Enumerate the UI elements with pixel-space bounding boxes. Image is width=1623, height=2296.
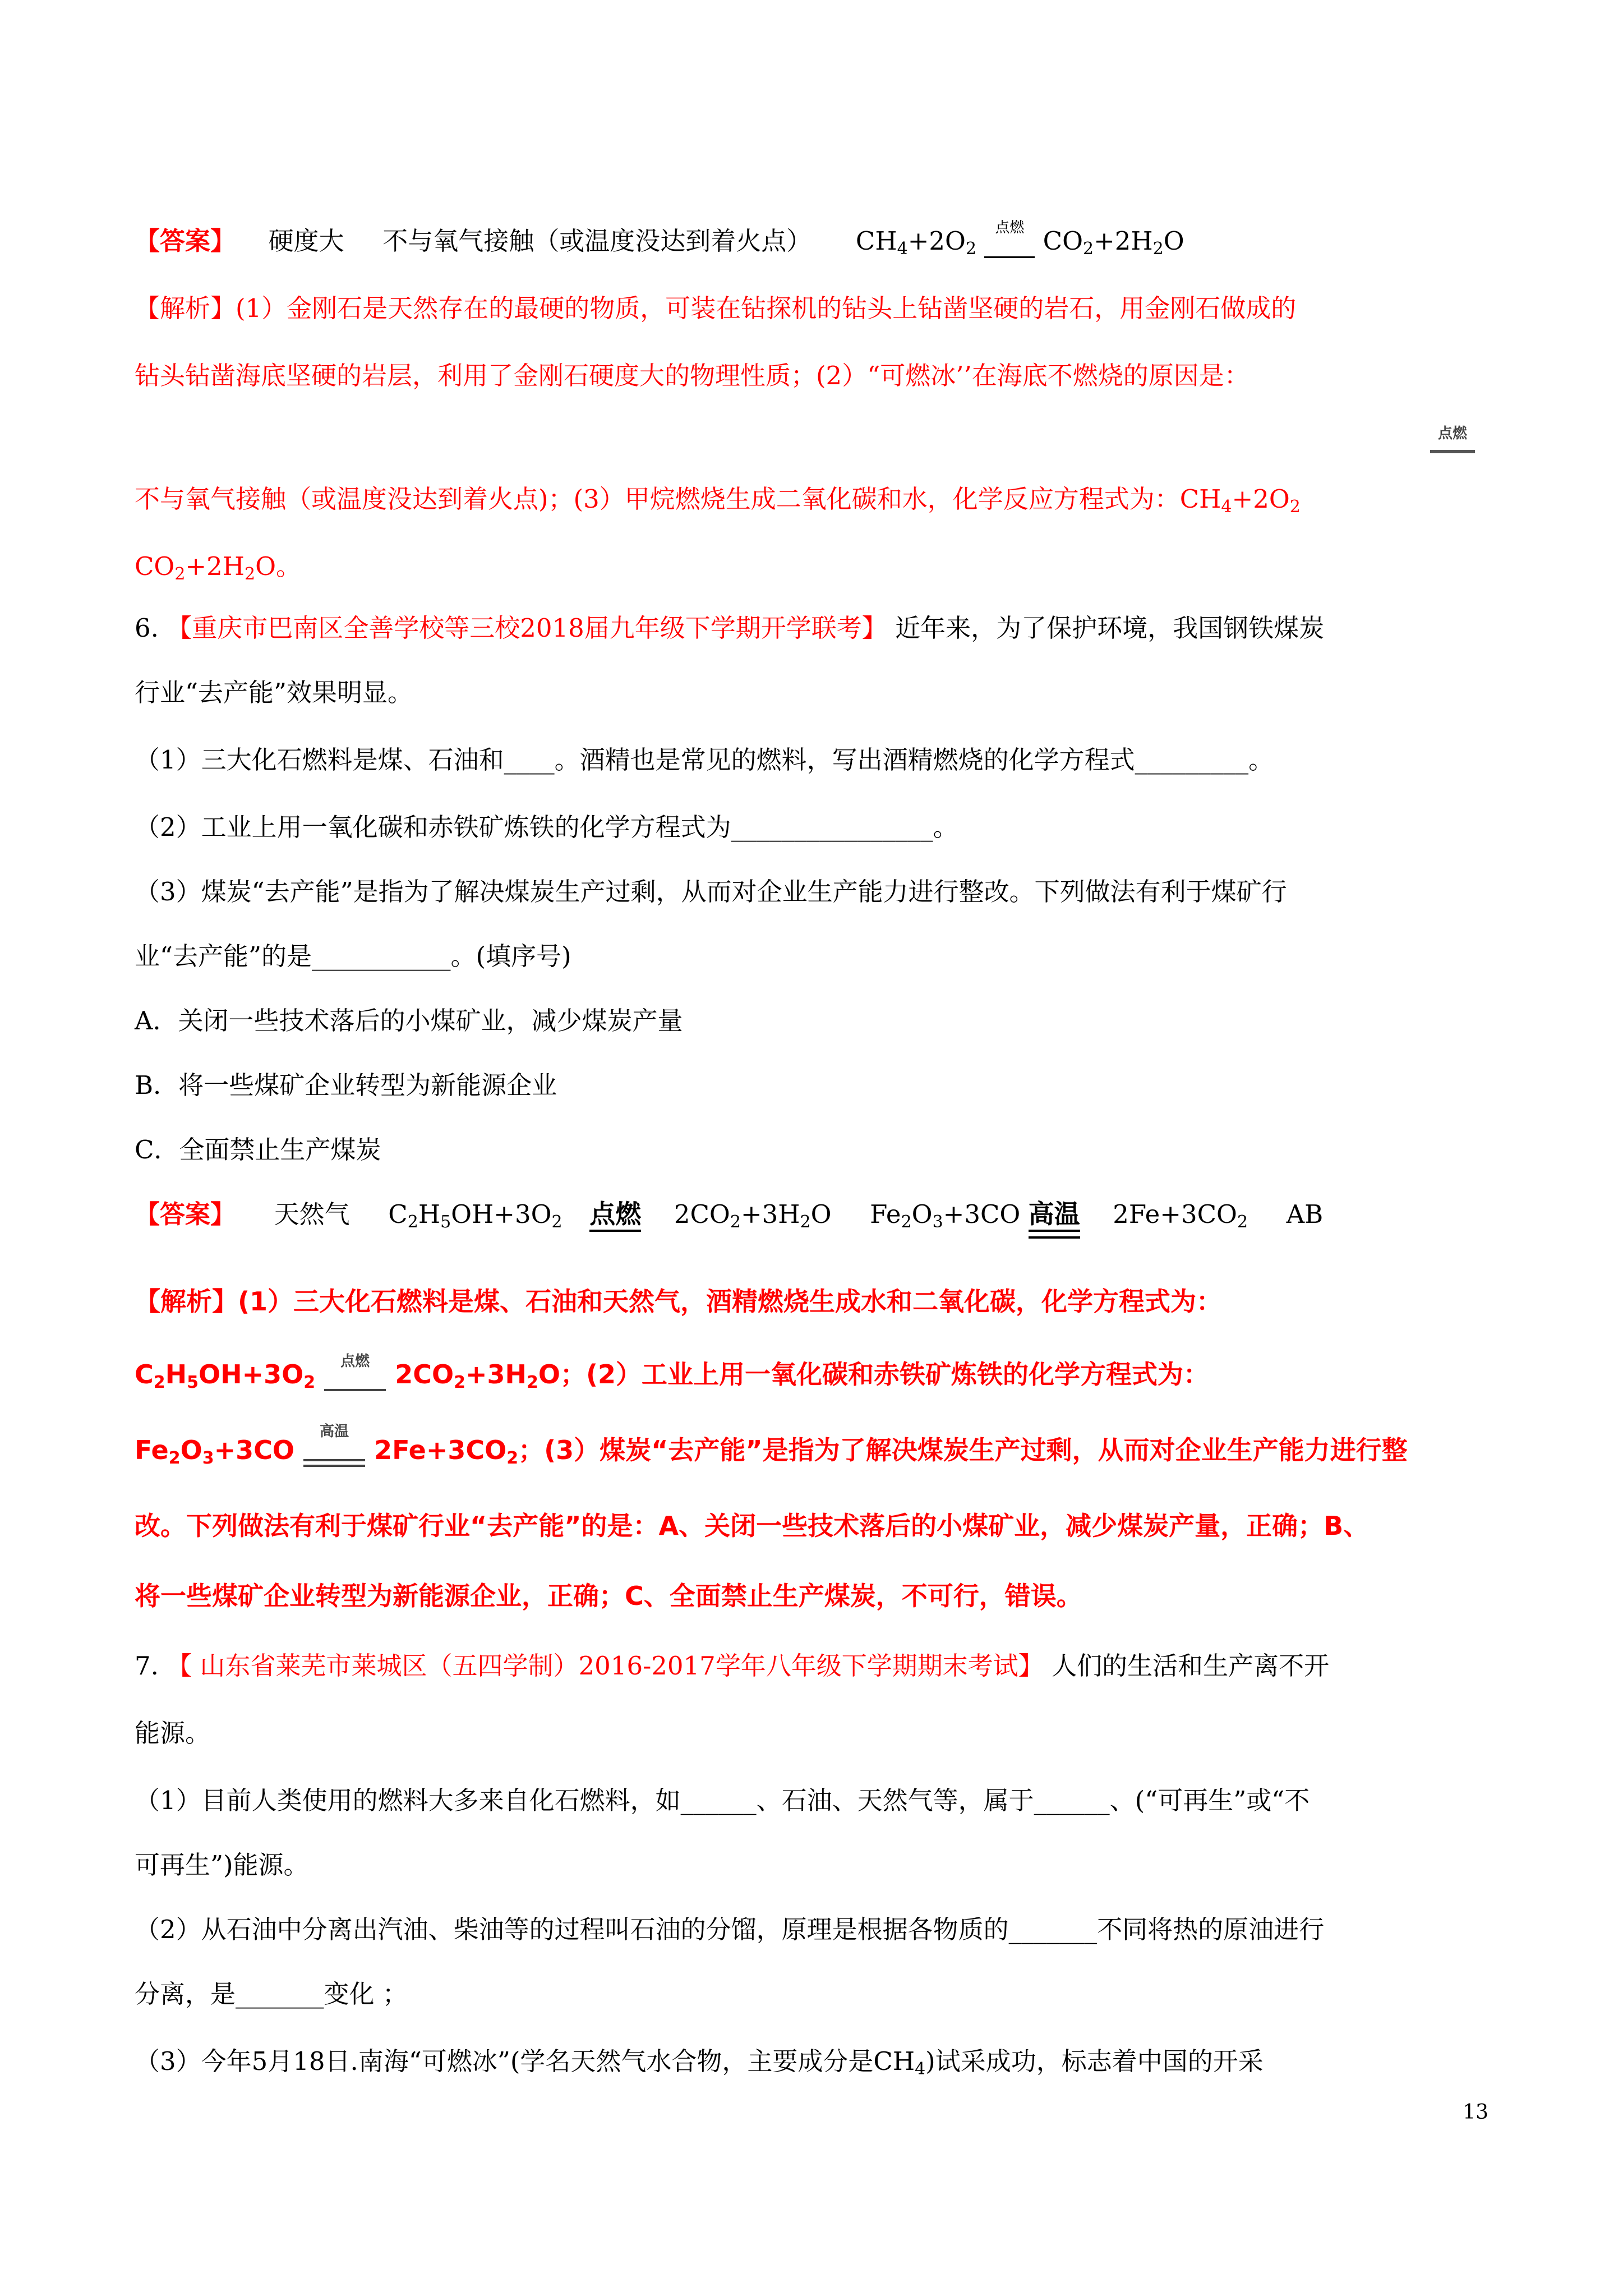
answer-natural-gas: 天然气 [274,1199,350,1229]
q7-title [135,1649,1329,1683]
answer-hardness: 硬度大 [268,226,344,256]
condition-high-temp: 高温 [1029,1198,1080,1239]
equation-1-right: $2CO_2+3H_2O$ [674,1199,832,1232]
q7-stem-line-2: 能源。 [135,1718,211,1748]
q6-part-3-line-1: （3）煤炭“去产能”是指为了解决煤炭生产过剩，从而对企业生产能力进行整改。下列做法有利于煤矿行 [135,877,1287,907]
answer-choice: AB [1286,1199,1324,1229]
q7-part-1-line-2: 可再生”)能源。 [135,1850,309,1880]
equation-right: $2Fe+3CO_2$；(3）煤炭“去产能”是指为了解决煤炭生产过剩，从而对企业生产能力进行整 [374,1435,1408,1468]
q6-analysis-line-5: 将一些煤矿企业转型为新能源企业，正确；C、全面禁止生产煤炭，不可行，错误。 [135,1581,1082,1611]
q6-part-1: （1）三大化石燃料是煤、石油和____。酒精也是常见的燃料，写出酒精燃烧的化学方程式_________。 [135,745,1274,775]
question-number: 7. [135,1651,159,1681]
question-source: 【重庆市巴南区全善学校等三校2018届九年级下学期开学联考】 [167,613,887,643]
q6-stem-line-2: 行业“去产能”效果明显。 [135,678,413,707]
condition-ignite: 点燃 [324,1370,386,1391]
q6-analysis-line-3 [135,1423,1408,1468]
q6-option-a: A．关闭一些技术落后的小煤矿业，减少煤炭产量 [135,1006,683,1036]
page-number: 13 [1463,2101,1488,2124]
equation-left: $Fe_2O_3+3CO$ [135,1435,295,1468]
q7-part-1-line-1: （1）目前人类使用的燃料大多来自化石燃料，如______、石油、天然气等，属于______、(“可再生”或“不 [135,1786,1310,1815]
q5-answer-line [135,219,1184,259]
q6-analysis-line-4: 改。下列做法有利于煤矿行业“去产能”的是：A、关闭一些技术落后的小煤矿业，减少煤炭产量，正确；B、 [135,1511,1370,1541]
question-stem: 近年来，为了保护环境，我国钢铁煤炭 [895,613,1325,643]
equation-1-left: $C_2H_5OH+3O_2$ [388,1199,562,1232]
q5-analysis-line-1: 【解析】(1）金刚石是天然存在的最硬的物质，可装在钻探机的钻头上钻凿坚硬的岩石，用金刚石做成的 [135,293,1297,323]
condition-high-temp: 高温 [303,1440,365,1467]
equation-2-right: $2Fe+3CO_2$ [1113,1199,1248,1232]
q7-part-2-line-1: （2）从石油中分离出汽油、柴油等的过程叫石油的分馏，原理是根据各物质的_______不同将热的原油进行 [135,1915,1325,1944]
question-number: 6. [135,613,159,643]
q5-analysis-line-4: $CO_2+2H_2O$。 [135,551,302,584]
equation-left: $C_2H_5OH+3O_2$ [135,1359,316,1392]
question-stem: 人们的生活和生产离不开 [1052,1651,1330,1681]
condition-ignite: 点燃 [589,1198,641,1232]
q6-title [135,611,1324,645]
q5-analysis-line-3: 不与氧气接触（或温度没达到着火点)；(3）甲烷燃烧生成二氧化碳和水，化学反应方程式为：$CH_4+2O_2$ [135,484,1301,517]
answer-reason: 不与氧气接触（或温度没达到着火点） [382,226,812,256]
q5-analysis-line-2: 钻头钻凿海底坚硬的岩层，利用了金刚石硬度大的物理性质；(2）“可燃冰’’在海底不燃烧的原因是： [135,361,1249,390]
q6-option-c: C．全面禁止生产煤炭 [135,1135,381,1165]
q7-part-3: （3）今年5月18日.南海“可燃冰”(学名天然气水合物，主要成分是$CH_4$)试采成功，标志着中国的开采 [135,2046,1264,2079]
question-source: 【 山东省莱芜市莱城区（五四学制）2016-2017学年八年级下学期期末考试】 [167,1651,1044,1681]
answer-label: 【答案】 [135,1199,236,1229]
q6-part-2: （2）工业上用一氧化碳和赤铁矿炼铁的化学方程式为________________。 [135,812,958,842]
equation-left: $CH_4+2O_2$ [855,226,977,259]
q6-analysis-line-1: 【解析】(1）三大化石燃料是煤、石油和天然气，酒精燃烧生成水和二氧化碳，化学方程式为： [135,1286,1223,1317]
q6-answer-line [135,1195,1323,1239]
q6-part-3-line-2: 业“去产能”的是___________。(填序号) [135,941,571,971]
q6-analysis-line-2 [135,1353,1210,1392]
equation-2-left: $Fe_2O_3+3CO$ [870,1199,1021,1232]
equation-right: $CO_2+2H_2O$ [1043,226,1184,259]
q7-part-2-line-2: 分离，是_______变化 ； [135,1979,408,2009]
q6-option-b: B．将一些煤矿企业转型为新能源企业 [135,1070,557,1100]
q5-analysis-condition: 点燃 [1430,426,1475,453]
equation-right: $2CO_2+3H_2O$；(2）工业上用一氧化碳和赤铁矿炼铁的化学方程式为： [395,1359,1210,1392]
answer-label: 【答案】 [135,226,236,256]
reaction-condition: 点燃 [984,237,1035,258]
